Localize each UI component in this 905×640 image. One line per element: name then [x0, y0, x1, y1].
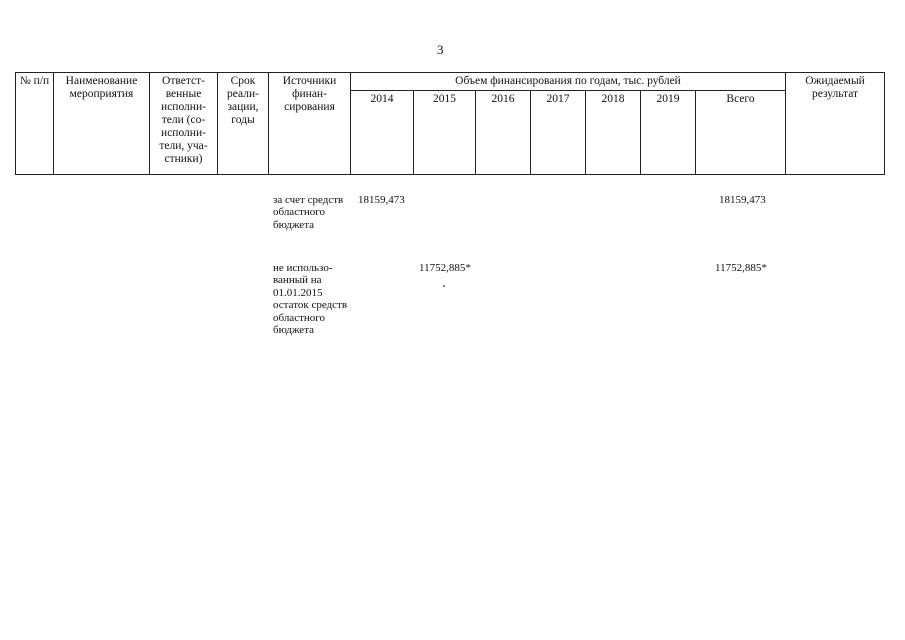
header-num: № п/п: [16, 73, 54, 175]
header-sources: Источники финан-сирования: [269, 73, 351, 175]
header-executors: Ответст-венные исполни-тели (со-исполни-тели, уча-стники): [150, 73, 218, 175]
row-1-value-2014: 18159,473: [358, 194, 405, 206]
header-funding-group: Объем финансирования по годам, тыс. рублей: [351, 73, 786, 91]
header-term: Срок реали-зации, годы: [218, 73, 269, 175]
row-2-total: 11752,885*: [715, 262, 767, 274]
row-2-value-2015: 11752,885*: [419, 262, 471, 274]
header-year-2018: 2018: [586, 91, 641, 175]
header-result: Ожидаемый результат: [786, 73, 885, 175]
header-year-2017: 2017: [531, 91, 586, 175]
header-year-2014: 2014: [351, 91, 414, 175]
row-1-total: 18159,473: [719, 194, 766, 206]
scan-speck: [443, 285, 445, 287]
row-source-regional-budget: за счет средств областного бюджета: [273, 194, 344, 231]
header-year-2019: 2019: [641, 91, 696, 175]
header-total: Всего: [696, 91, 786, 175]
header-name: Наименование мероприятия: [54, 73, 150, 175]
row-source-unused-balance: не использо-ванный на 01.01.2015 остаток средств областного бюджета: [273, 262, 348, 337]
funding-table-header: [15, 72, 885, 175]
page-number: 3: [437, 42, 444, 57]
header-year-2016: 2016: [476, 91, 531, 175]
header-year-2015: 2015: [414, 91, 476, 175]
